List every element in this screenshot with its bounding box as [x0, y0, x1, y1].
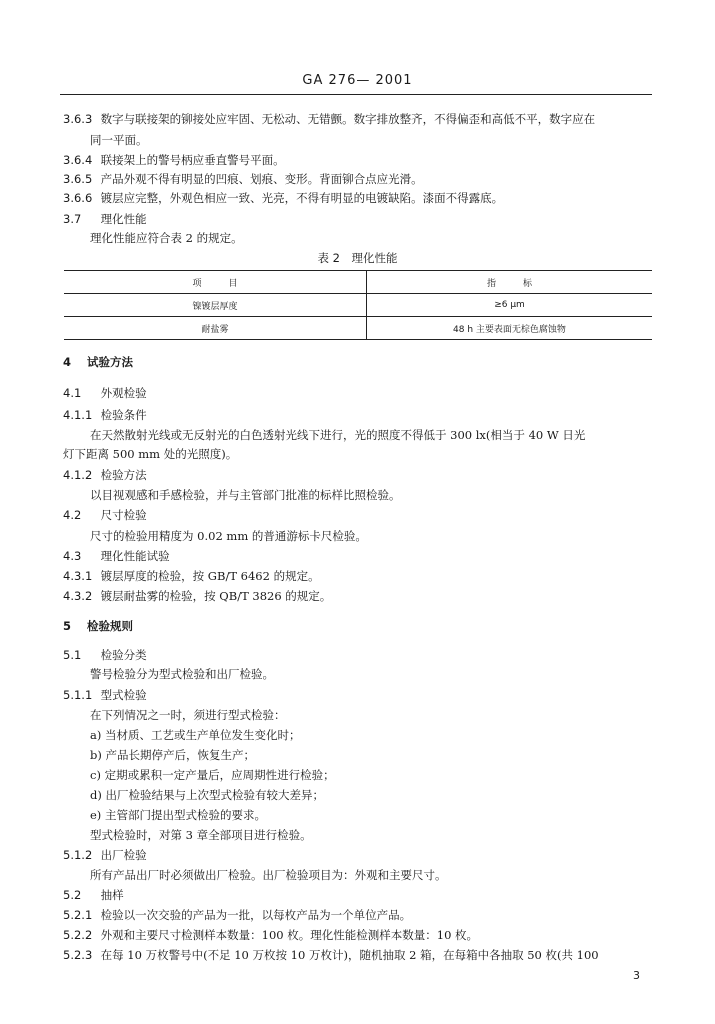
chapter-4-heading: 4 试验方法 [63, 355, 134, 369]
header-divider [60, 94, 652, 95]
table-cell: 镍镀层厚度 [64, 294, 367, 317]
clause-5-2-2: 5.2.2 外观和主要尺寸检测样本数量：100 枚。理化性能检测样本数量：10 枚。 [63, 928, 479, 942]
clause-4-1-2-body: 以目视观感和手感检验，并与主管部门批准的标样比照检验。 [90, 488, 401, 502]
table-cell: 耐盐雾 [64, 317, 367, 340]
clause-4-2: 4.2 尺寸检验 [63, 508, 147, 522]
clause-4-3: 4.3 理化性能试验 [63, 549, 170, 563]
clause-3-7-body: 理化性能应符合表 2 的规定。 [90, 231, 243, 245]
clause-5-1-1: 5.1.1 型式检验 [63, 688, 147, 702]
clause-5-2-1: 5.2.1 检验以一次交验的产品为一批，以每枚产品为一个单位产品。 [63, 908, 412, 922]
chapter-5-heading: 5 检验规则 [63, 619, 134, 633]
clause-5-1-1-body: 在下列情况之一时，须进行型式检验： [90, 708, 286, 722]
list-item-c: c) 定期或累积一定产量后，应周期性进行检验； [90, 768, 335, 782]
clause-3-6-6: 3.6.6 镀层应完整，外观色相应一致、光亮，不得有明显的电镀缺陷。漆面不得露底。 [63, 191, 504, 205]
clause-4-1-1-body-cont: 灯下距离 500 mm 处的光照度)。 [63, 447, 238, 461]
clause-5-1-body: 警号检验分为型式检验和出厂检验。 [90, 667, 274, 681]
table-cell: ≥6 μm [367, 294, 653, 317]
list-item-d: d) 出厂检验结果与上次型式检验有较大差异； [90, 788, 325, 802]
clause-3-6-5: 3.6.5 产品外观不得有明显的凹痕、划痕、变形。背面铆合点应光滑。 [63, 172, 423, 186]
list-item-b: b) 产品长期停产后，恢复生产； [90, 748, 256, 762]
clause-4-2-body: 尺寸的检验用精度为 0.02 mm 的普通游标卡尺检验。 [90, 529, 367, 543]
clause-5-2: 5.2 抽样 [63, 888, 124, 902]
table-header-index: 指 标 [367, 271, 653, 294]
clause-4-1-2: 4.1.2 检验方法 [63, 468, 147, 482]
standard-header: GA 276— 2001 [302, 73, 413, 88]
table-row [64, 317, 652, 340]
table-header-row [64, 271, 652, 294]
clause-3-6-4: 3.6.4 联接架上的警号柄应垂直警号平面。 [63, 153, 285, 167]
clause-5-1: 5.1 检验分类 [63, 648, 147, 662]
clause-3-7: 3.7 理化性能 [63, 212, 147, 226]
clause-5-1-1-closing: 型式检验时，对第 3 章全部项目进行检验。 [90, 828, 312, 842]
clause-4-3-2: 4.3.2 镀层耐盐雾的检验，按 QB/T 3826 的规定。 [63, 589, 332, 603]
clause-4-1: 4.1 外观检验 [63, 386, 147, 400]
table-caption: 表 2 理化性能 [317, 251, 398, 265]
properties-table [64, 270, 652, 340]
clause-4-1-1: 4.1.1 检验条件 [63, 408, 147, 422]
table-cell: 48 h 主要表面无棕色腐蚀物 [367, 317, 653, 340]
clause-5-2-3: 5.2.3 在每 10 万枚警号中(不足 10 万枚按 10 万枚计)，随机抽取 2 箱，在每箱中各抽取 50 枚(共 100 [63, 948, 599, 962]
page-number: 3 [633, 969, 640, 982]
list-item-e: e) 主管部门提出型式检验的要求。 [90, 808, 266, 822]
table-header-item: 项 目 [64, 271, 367, 294]
clause-4-1-1-body: 在天然散射光线或无反射光的白色透射光线下进行，光的照度不得低于 300 lx(相当于 40 W 日光 [90, 428, 586, 442]
list-item-a: a) 当材质、工艺或生产单位发生变化时； [90, 728, 301, 742]
clause-5-1-2: 5.1.2 出厂检验 [63, 848, 147, 862]
clause-3-6-3: 3.6.3 数字与联接架的铆接处应牢固、无松动、无错颤。数字排放整齐，不得偏歪和高低不平，数字应在 [63, 112, 596, 126]
clause-4-3-1: 4.3.1 镀层厚度的检验，按 GB/T 6462 的规定。 [63, 569, 320, 583]
table-row [64, 294, 652, 317]
clause-5-1-2-body: 所有产品出厂时必须做出厂检验。出厂检验项目为：外观和主要尺寸。 [90, 868, 447, 882]
clause-3-6-3-cont: 同一平面。 [90, 133, 148, 147]
